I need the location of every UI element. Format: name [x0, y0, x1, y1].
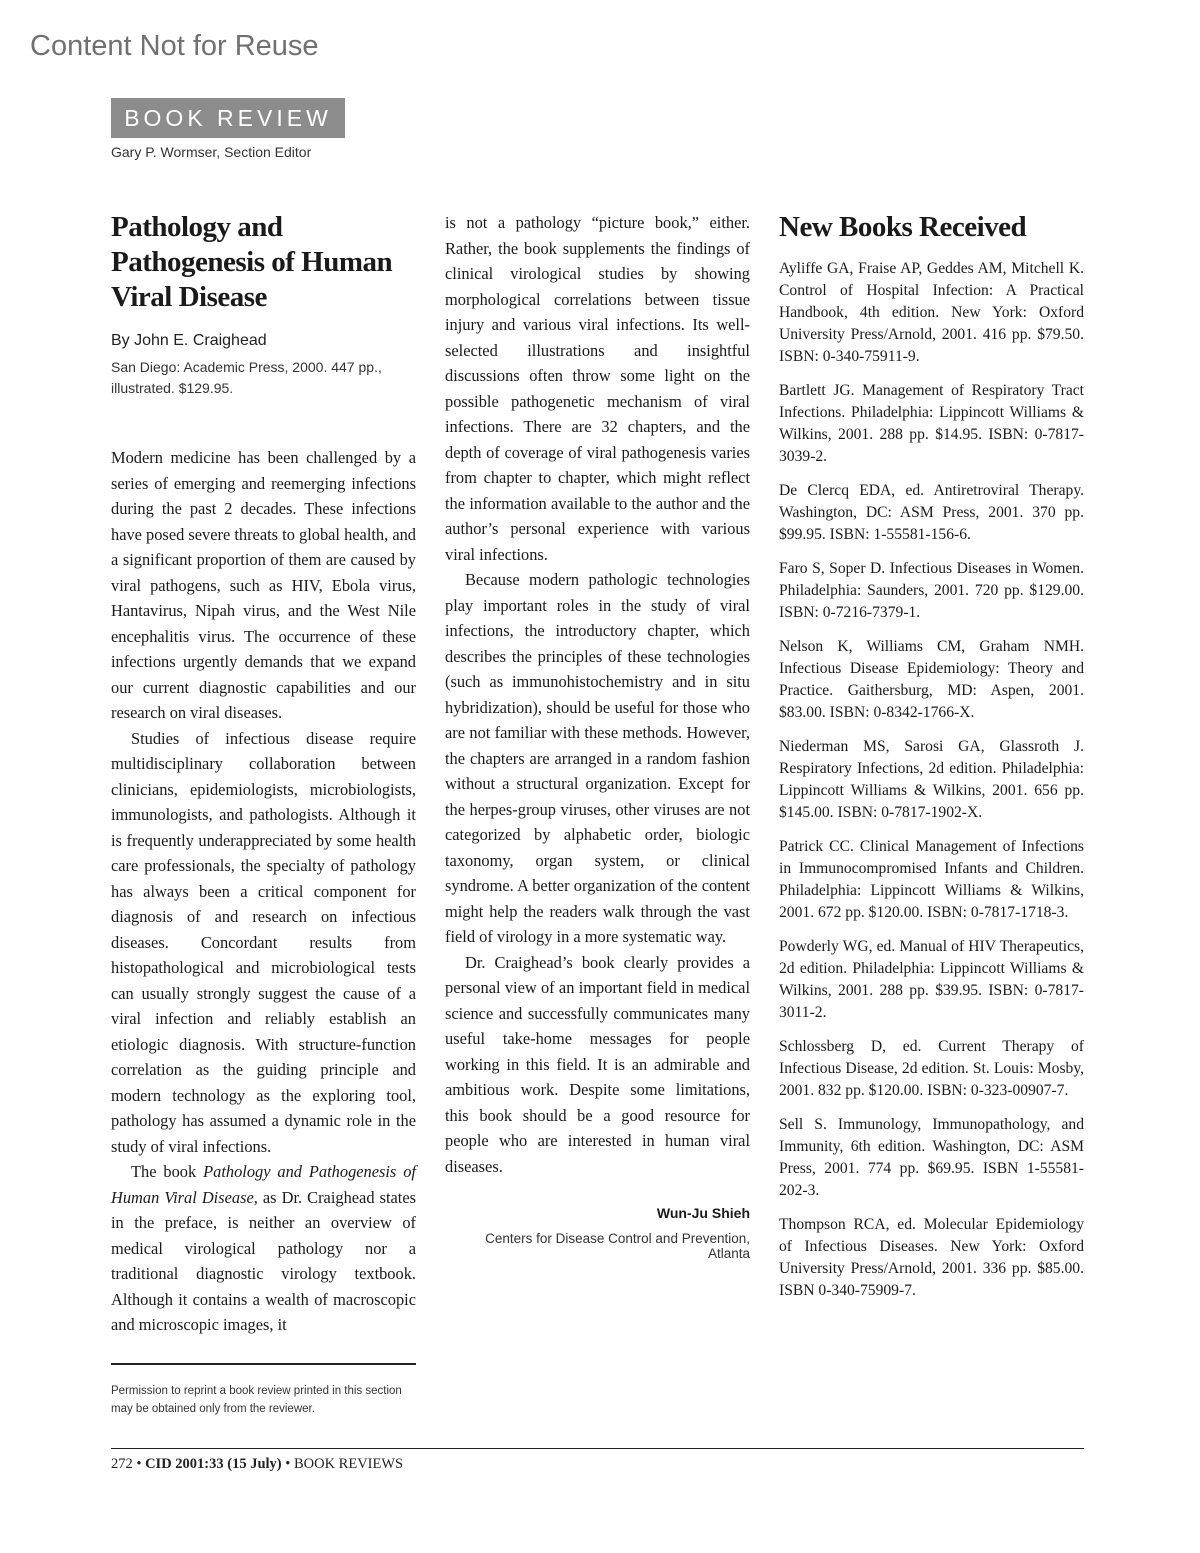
review-book-author: By John E. Craighead	[111, 332, 267, 349]
book-entry: Bartlett JG. Management of Respiratory Tract Infections. Philadelphia: Lippincott Williams & Wilkins, 2001. 288 pp. $14.95. ISBN: 0-7817-3039-2.	[779, 382, 1084, 465]
permission-note: Permission to reprint a book review printed in this section may be obtained only from the reviewer.	[111, 1385, 402, 1415]
review-paragraph: Studies of infectious disease require multidisciplinary collaboration between clinicians, epidemiologists, microbiologists, immunologists, and pathologists. Although it is frequently underappreciated by some health care professionals, the specialty of pathology has always been a critical component for diagnosis of and research on infectious diseases. Concordant results from histopathological and microbiological tests can usually strongly suggest the cause of a viral infection and reliably establish an etiologic diagnosis. With structure-function correlation as the guiding principle and modern technology as the exploring tool, pathology has assumed a dynamic role in the study of viral infections.	[111, 728, 416, 1156]
review-title: Pathology and Pathogenesis of Human Viral Disease	[111, 211, 393, 313]
book-entry: Faro S, Soper D. Infectious Diseases in Women. Philadelphia: Saunders, 2001. 720 pp. $129.00. ISBN: 0-7216-7379-1.	[779, 560, 1084, 621]
book-entry: Schlossberg D, ed. Current Therapy of Infectious Disease, 2d edition. St. Louis: Mosby, 2001. 832 pp. $120.00. ISBN: 0-323-00907-7.	[779, 1038, 1084, 1099]
review-paragraph: Modern medicine has been challenged by a series of emerging and reemerging infections during the past 2 decades. These infections have posed severe threats to global health, and a significant proportion of them are caused by viral pathogens, such as HIV, Ebola virus, Hantavirus, Nipah virus, and the West Nile encephalitis virus. The occurrence of these infections urgently demands that we expand our current diagnostic capabilities and our research on viral diseases.	[111, 448, 416, 722]
new-books-title: New Books Received	[779, 211, 1027, 243]
footnote-rule	[111, 1363, 416, 1365]
column-3	[779, 210, 1084, 1314]
journal-citation: CID 2001:33 (15 July)	[145, 1456, 282, 1472]
paragraph-text: The book	[131, 1162, 204, 1181]
column-2	[445, 210, 750, 1261]
footer-section: BOOK REVIEWS	[293, 1456, 404, 1472]
page-number: 272	[111, 1456, 133, 1472]
reviewer-affiliation: Centers for Disease Control and Prevention, Atlanta	[485, 1231, 750, 1261]
review-paragraph: is not a pathology “picture book,” either. Rather, the book supplements the findings of clinical virological studies by showing morphological correlations between tissue injury and various viral infections. Its well-selected illustrations and insightful discussions often throw some light on the possible pathogenetic mechanism of viral infections. There are 32 chapters, and the depth of coverage of viral pathogenesis varies from chapter to chapter, which might reflect the information available to the author and the author’s personal experience with various viral infections.	[445, 213, 750, 564]
footer-separator: •	[136, 1456, 146, 1472]
book-entry: Niederman MS, Sarosi GA, Glassroth J. Respiratory Infections, 2d edition. Philadelphia: Lippincott Williams & Wilkins, 2001. 656 pp. $145.00. ISBN: 0-7817-1902-X.	[779, 738, 1084, 821]
book-entry: Sell S. Immunology, Immunopathology, and Immunity, 6th edition. Washington, DC: ASM Press, 2001. 774 pp. $69.95. ISBN 1-55581-202-3.	[779, 1116, 1084, 1199]
book-entry: Powderly WG, ed. Manual of HIV Therapeutics, 2d edition. Philadelphia: Lippincott Williams & Wilkins, 2001. 288 pp. $39.95. ISBN: 0-7817-3011-2.	[779, 938, 1084, 1021]
page-footer	[111, 1456, 403, 1473]
watermark-text: Content Not for Reuse	[30, 30, 319, 62]
review-paragraph	[111, 1159, 416, 1338]
footer-separator: •	[285, 1456, 294, 1472]
review-paragraph: Dr. Craighead’s book clearly provides a personal view of an important field in medical science and successfully communicates many useful take-home messages for people working in this field. It is an admirable and ambitious work. Despite some limitations, this book should be a good resource for people who are interested in human viral diseases.	[445, 952, 750, 1176]
new-books-list	[779, 258, 1084, 1302]
book-title-italic: Pathology and Pathogenesis of Human Viral Disease,	[111, 1162, 416, 1207]
book-entry: Ayliffe GA, Fraise AP, Geddes AM, Mitchell K. Control of Hospital Infection: A Practical Handbook, 4th edition. New York: Oxford University Press/Arnold, 2001. 416 pp. $79.50. ISBN: 0-340-75911-9.	[779, 260, 1084, 365]
book-entry: Patrick CC. Clinical Management of Infections in Immunocompromised Infants and Children. Philadelphia: Lippincott Williams & Wilkins, 2001. 672 pp. $120.00. ISBN: 0-7817-1718-3.	[779, 838, 1084, 921]
paragraph-text: as Dr. Craighead states in the preface, is neither an overview of medical virological pathology nor a traditional diagnostic virology textbook. Although it contains a wealth of macroscopic and microscopic images, it	[111, 1187, 416, 1334]
book-entry: Thompson RCA, ed. Molecular Epidemiology of Infectious Diseases. New York: Oxford University Press/Arnold, 2001. 336 pp. $85.00. ISBN 0-340-75909-7.	[779, 1216, 1084, 1299]
review-publication-info: San Diego: Academic Press, 2000. 447 pp., illustrated. $129.95.	[111, 359, 382, 396]
section-editor: Gary P. Wormser, Section Editor	[111, 144, 312, 160]
book-entry: De Clercq EDA, ed. Antiretroviral Therapy. Washington, DC: ASM Press, 2001. 370 pp. $99.95. ISBN: 1-55581-156-6.	[779, 482, 1084, 543]
column-1	[111, 210, 416, 1338]
footer-rule	[111, 1448, 1084, 1449]
book-entry: Nelson K, Williams CM, Graham NMH. Infectious Disease Epidemiology: Theory and Practice. Gaithersburg, MD: Aspen, 2001. $83.00. ISBN: 0-8342-1766-X.	[779, 638, 1084, 721]
reviewer-name: Wun-Ju Shieh	[656, 1205, 750, 1221]
review-paragraph: Because modern pathologic technologies play important roles in the study of viral infections, the introductory chapter, which describes the principles of these technologies (such as immunohistochemistry and in situ hybridization), should be useful for those who are not familiar with these methods. However, the chapters are arranged in a random fashion without a structural organization. Except for the herpes-group viruses, other viruses are not categorized by alphabetic order, biologic taxonomy, organ system, or clinical syndrome. A better organization of the content might help the readers walk through the vast field of virology in a more systematic way.	[445, 570, 750, 946]
section-badge: BOOK REVIEW	[111, 98, 345, 138]
